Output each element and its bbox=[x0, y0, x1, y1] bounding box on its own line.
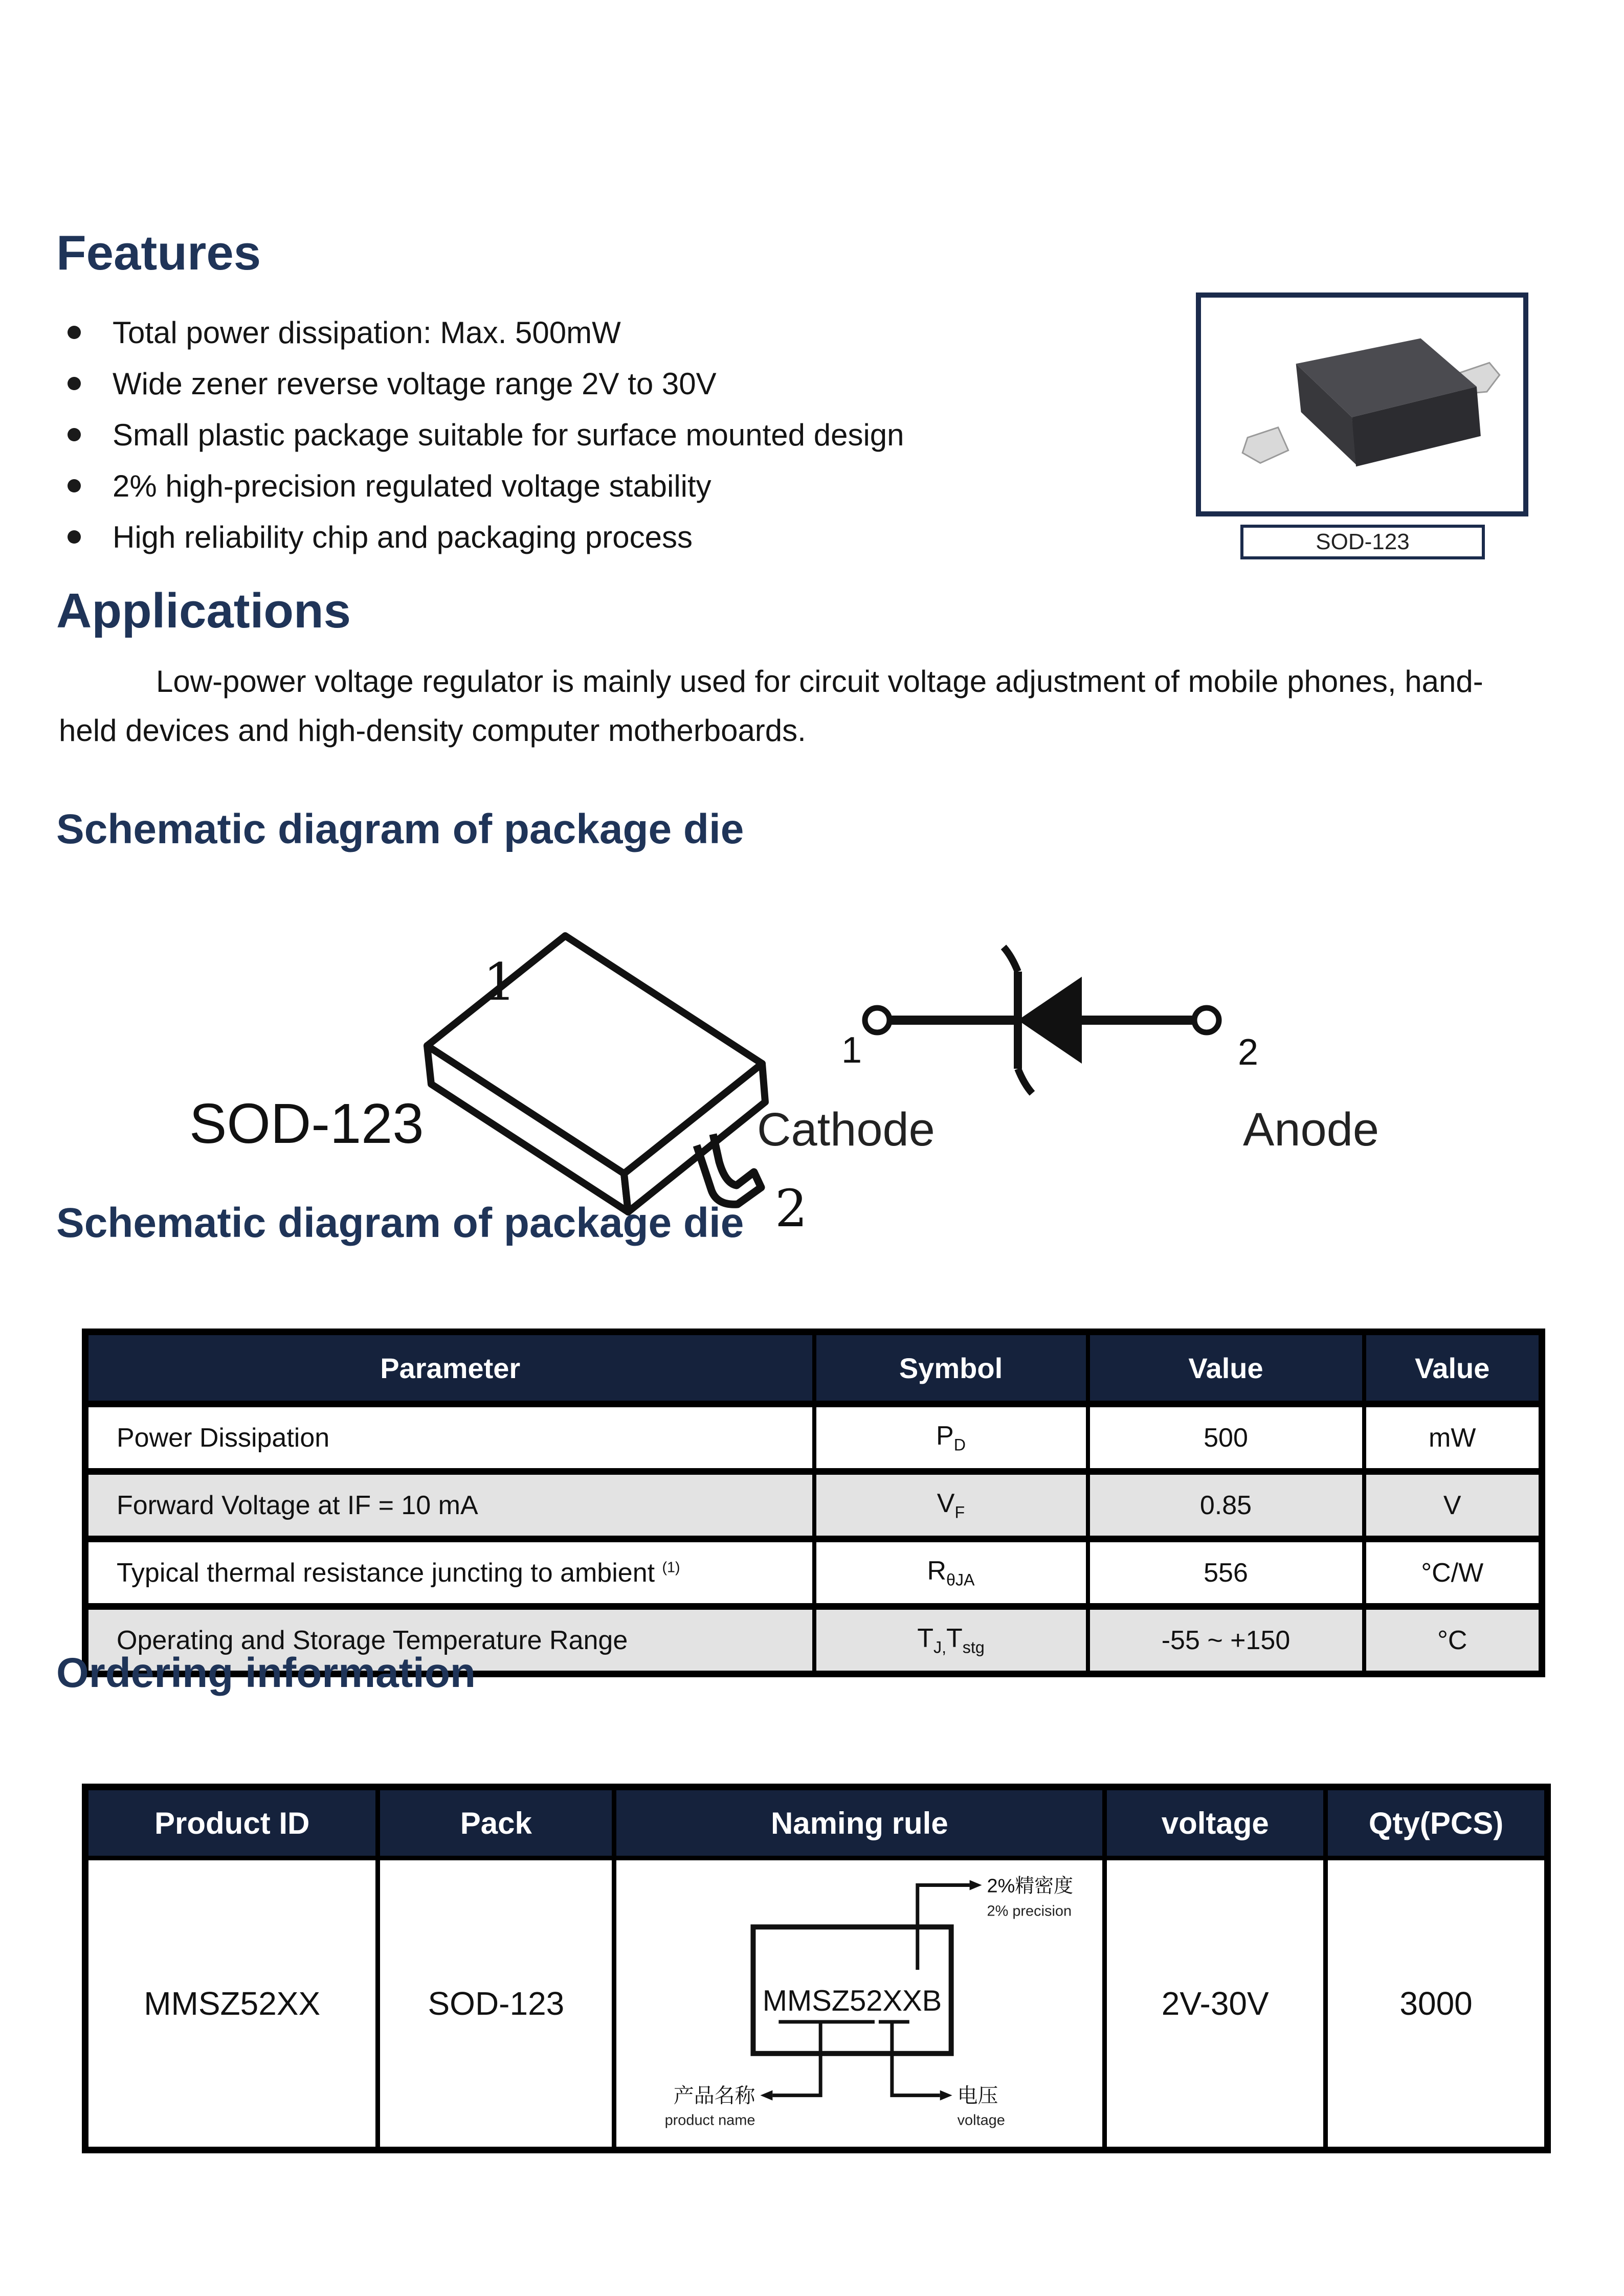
bullet-icon bbox=[68, 479, 81, 492]
feature-text: Small plastic package suitable for surface mounted design bbox=[113, 417, 904, 452]
list-item bbox=[62, 460, 1167, 511]
symbol-pin2-label: 2 bbox=[1238, 1032, 1259, 1073]
symbol-sub: stg bbox=[962, 1638, 985, 1657]
features-list bbox=[62, 307, 1167, 562]
parameter-text: Operating and Storage Temperature Range bbox=[117, 1625, 628, 1655]
table-row bbox=[85, 1858, 1548, 2150]
bullet-icon bbox=[68, 326, 81, 339]
bullet-icon bbox=[68, 530, 81, 544]
footnote-ref: (1) bbox=[662, 1559, 680, 1576]
bullet-icon bbox=[68, 428, 81, 441]
package-pin1-label: 1 bbox=[483, 952, 516, 1012]
feature-text: 2% high-precision regulated voltage stability bbox=[113, 468, 711, 503]
symbol-sub: D bbox=[953, 1435, 966, 1454]
product-photo-frame bbox=[1196, 292, 1528, 516]
caption-text: SOD-123 bbox=[1316, 529, 1410, 554]
col-symbol: Symbol bbox=[814, 1332, 1088, 1404]
package-name-label: SOD-123 bbox=[189, 1092, 424, 1155]
naming-rule-svg bbox=[616, 1861, 1102, 2146]
symbol-sub: F bbox=[954, 1503, 965, 1522]
precision-label-en: 2% precision bbox=[987, 1903, 1072, 1920]
precision-label-cn: 2%精密度 bbox=[987, 1875, 1074, 1897]
features-title: Features bbox=[56, 226, 261, 280]
list-item bbox=[62, 409, 1167, 460]
product-name-label-cn: 产品名称 bbox=[674, 2084, 755, 2107]
col-unit: Value bbox=[1364, 1332, 1542, 1404]
paragraph-line: Low-power voltage regulator is mainly used for circuit voltage adjustment of mobile phones, hand- bbox=[156, 664, 1483, 699]
symbol-main: T bbox=[946, 1624, 963, 1654]
package-and-symbol-diagram bbox=[51, 905, 1483, 1232]
symbol-pin1-label: 1 bbox=[841, 1030, 862, 1071]
col-parameter: Parameter bbox=[85, 1332, 814, 1404]
col-naming-rule: Naming rule bbox=[614, 1787, 1105, 1858]
naming-rule-cell bbox=[614, 1858, 1105, 2150]
pack-cell: SOD-123 bbox=[378, 1858, 614, 2150]
table-header-row bbox=[85, 1787, 1548, 1858]
voltage-label-en: voltage bbox=[957, 2112, 1006, 2129]
unit-cell: °C bbox=[1364, 1607, 1542, 1674]
table-row bbox=[85, 1472, 1542, 1539]
package-outline-drawing bbox=[427, 936, 765, 1212]
symbol-sub: J, bbox=[933, 1638, 947, 1657]
package-pin2-label: 2 bbox=[775, 1179, 808, 1232]
feature-text: Total power dissipation: Max. 500mW bbox=[113, 315, 621, 350]
symbol-main: V bbox=[937, 1489, 955, 1519]
voltage-label-cn: 电压 bbox=[957, 2084, 998, 2107]
bullet-icon bbox=[68, 377, 81, 390]
unit-cell: V bbox=[1364, 1472, 1542, 1539]
paragraph-line: held devices and high-density computer motherboards. bbox=[59, 713, 806, 748]
ratings-title: Schematic diagram of package die bbox=[56, 1200, 744, 1246]
symbol-main: T bbox=[917, 1624, 933, 1654]
col-pack: Pack bbox=[378, 1787, 614, 1858]
list-item bbox=[62, 358, 1167, 409]
naming-rule-diagram bbox=[616, 1860, 1102, 2147]
voltage-cell: 2V-30V bbox=[1105, 1858, 1326, 2150]
product-photo-caption bbox=[1240, 525, 1485, 559]
zener-symbol bbox=[865, 947, 1219, 1093]
table-row bbox=[85, 1404, 1542, 1472]
table-header-row bbox=[85, 1332, 1542, 1404]
parameter-text: Typical thermal resistance juncting to ambient bbox=[117, 1558, 662, 1588]
symbol-sub: θJA bbox=[946, 1570, 975, 1589]
schematic-title: Schematic diagram of package die bbox=[56, 806, 744, 852]
value-cell: 556 bbox=[1088, 1539, 1364, 1607]
qty-cell: 3000 bbox=[1326, 1858, 1548, 2150]
value-cell: 0.85 bbox=[1088, 1472, 1364, 1539]
naming-part-number: MMSZ52XXB bbox=[763, 1984, 942, 2017]
applications-paragraph bbox=[59, 657, 1583, 755]
anode-label: Anode bbox=[1243, 1104, 1380, 1156]
table-row bbox=[85, 1539, 1542, 1607]
product-id-cell: MMSZ52XX bbox=[85, 1858, 378, 2150]
col-qty: Qty(PCS) bbox=[1326, 1787, 1548, 1858]
list-item bbox=[62, 511, 1167, 562]
cathode-label: Cathode bbox=[757, 1104, 935, 1156]
parameter-text: Forward Voltage at IF = 10 mA bbox=[117, 1490, 478, 1520]
applications-title: Applications bbox=[56, 583, 351, 638]
symbol-main: R bbox=[927, 1556, 946, 1586]
symbol-main: P bbox=[936, 1421, 954, 1451]
feature-text: Wide zener reverse voltage range 2V to 30V bbox=[113, 366, 717, 401]
unit-cell: °C/W bbox=[1364, 1539, 1542, 1607]
parameter-text: Power Dissipation bbox=[117, 1423, 330, 1453]
product-name-label-en: product name bbox=[664, 2112, 755, 2129]
value-cell: -55 ~ +150 bbox=[1088, 1607, 1364, 1674]
unit-cell: mW bbox=[1364, 1404, 1542, 1472]
feature-text: High reliability chip and packaging process bbox=[113, 520, 693, 554]
list-item bbox=[62, 307, 1167, 358]
ordering-table bbox=[82, 1784, 1551, 2153]
col-voltage: voltage bbox=[1105, 1787, 1326, 1858]
sod123-photo bbox=[1201, 298, 1523, 511]
ratings-table bbox=[82, 1329, 1545, 1677]
col-value: Value bbox=[1088, 1332, 1364, 1404]
col-product-id: Product ID bbox=[85, 1787, 378, 1858]
ordering-title: Ordering information bbox=[56, 1650, 476, 1696]
value-cell: 500 bbox=[1088, 1404, 1364, 1472]
